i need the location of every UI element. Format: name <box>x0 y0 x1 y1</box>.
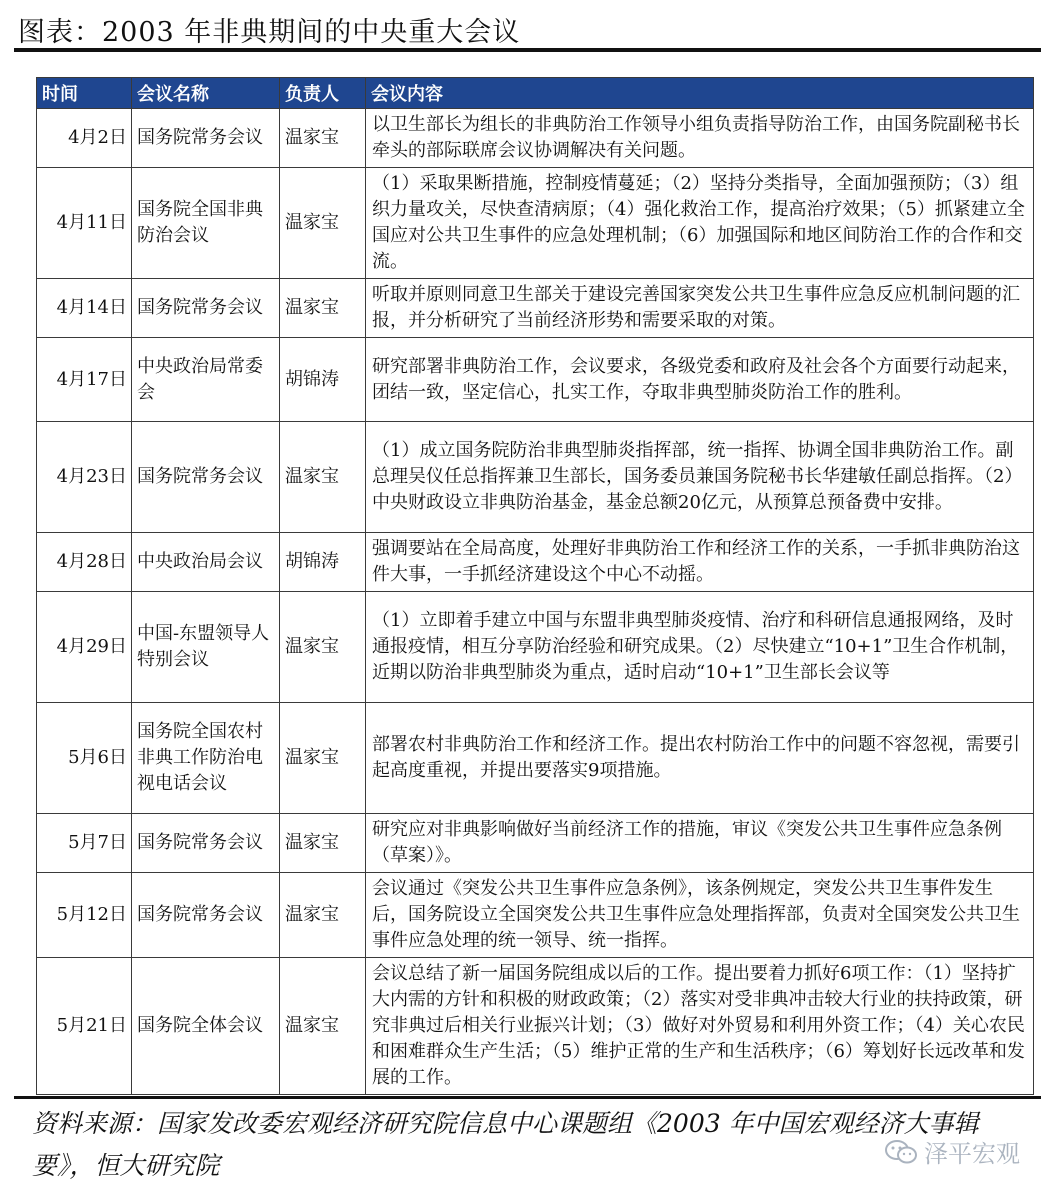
table-row <box>37 533 1034 592</box>
row-date: 5月6日 <box>37 703 132 814</box>
table-row <box>37 168 1034 279</box>
row-owner: 胡锦涛 <box>280 533 366 592</box>
row-owner: 温家宝 <box>280 703 366 814</box>
row-meeting-name: 国务院常务会议 <box>132 814 280 873</box>
table-row <box>37 279 1034 338</box>
table-row <box>37 958 1034 1095</box>
watermark <box>884 1134 1020 1169</box>
row-date: 5月21日 <box>37 958 132 1095</box>
row-owner: 温家宝 <box>280 109 366 168</box>
source-note: 资料来源：国家发改委宏观经济研究院信息中心课题组《2003 年中国宏观经济大事辑要》，恒大研究院 <box>32 1109 979 1180</box>
row-content: 强调要站在全局高度，处理好非典防治工作和经济工作的关系，一手抓非典防治这件大事，一手抓经济建设这个中心不动摇。 <box>366 533 1034 592</box>
header-time: 时间 <box>37 78 132 109</box>
header-meeting-name: 会议名称 <box>132 78 280 109</box>
row-date: 4月2日 <box>37 109 132 168</box>
table-row <box>37 422 1034 533</box>
row-content: （1）立即着手建立中国与东盟非典型肺炎疫情、治疗和科研信息通报网络，及时通报疫情，相互分享防治经验和研究成果。（2）尽快建立“10+1”卫生合作机制，近期以防治非典型肺炎为重点，适时启动“10+1”卫生部长会议等 <box>366 592 1034 703</box>
wechat-icon <box>884 1139 918 1165</box>
row-content: 研究应对非典影响做好当前经济工作的措施，审议《突发公共卫生事件应急条例（草案）》。 <box>366 814 1034 873</box>
table-row <box>37 592 1034 703</box>
row-date: 5月12日 <box>37 873 132 958</box>
table-row <box>37 703 1034 814</box>
meetings-table <box>36 77 1034 1095</box>
row-owner: 胡锦涛 <box>280 338 366 422</box>
row-owner: 温家宝 <box>280 958 366 1095</box>
row-meeting-name: 国务院常务会议 <box>132 109 280 168</box>
source-rule <box>14 1096 1041 1099</box>
header-owner: 负责人 <box>280 78 366 109</box>
table-row <box>37 814 1034 873</box>
row-meeting-name: 国务院常务会议 <box>132 279 280 338</box>
row-owner: 温家宝 <box>280 873 366 958</box>
row-meeting-name: 国务院全体会议 <box>132 958 280 1095</box>
row-meeting-name: 国务院常务会议 <box>132 422 280 533</box>
row-meeting-name: 中央政治局常委会 <box>132 338 280 422</box>
row-date: 4月29日 <box>37 592 132 703</box>
table-row <box>37 338 1034 422</box>
row-owner: 温家宝 <box>280 814 366 873</box>
row-date: 4月14日 <box>37 279 132 338</box>
row-owner: 温家宝 <box>280 592 366 703</box>
row-content: 听取并原则同意卫生部关于建设完善国家突发公共卫生事件应急反应机制问题的汇报，并分析研究了当前经济形势和需要采取的对策。 <box>366 279 1034 338</box>
row-date: 4月17日 <box>37 338 132 422</box>
row-content: 会议通过《突发公共卫生事件应急条例》，该条例规定，突发公共卫生事件发生后，国务院设立全国突发公共卫生事件应急处理指挥部，负责对全国突发公共卫生事件应急处理的统一领导、统一指挥。 <box>366 873 1034 958</box>
row-owner: 温家宝 <box>280 279 366 338</box>
row-content: 会议总结了新一届国务院组成以后的工作。提出要着力抓好6项工作：（1）坚持扩大内需的方针和积极的财政政策；（2）落实对受非典冲击较大行业的扶持政策，研究非典过后相关行业振兴计划；（3）做好对外贸易和利用外资工作；（4）关心农民和困难群众生产生活；（5）维护正常的生产和生活秩序；（6）筹划好长远改革和发展的工作。 <box>366 958 1034 1095</box>
table-row <box>37 873 1034 958</box>
header-content: 会议内容 <box>366 78 1034 109</box>
row-content: 研究部署非典防治工作，会议要求，各级党委和政府及社会各个方面要行动起来，团结一致，坚定信心，扎实工作，夺取非典型肺炎防治工作的胜利。 <box>366 338 1034 422</box>
row-owner: 温家宝 <box>280 422 366 533</box>
title-rule <box>14 48 1041 52</box>
row-meeting-name: 中国-东盟领导人特别会议 <box>132 592 280 703</box>
watermark-text: 泽平宏观 <box>924 1140 1020 1168</box>
row-date: 4月28日 <box>37 533 132 592</box>
row-content: 以卫生部长为组长的非典防治工作领导小组负责指导防治工作，由国务院副秘书长牵头的部际联席会议协调解决有关问题。 <box>366 109 1034 168</box>
row-meeting-name: 国务院常务会议 <box>132 873 280 958</box>
row-content: 部署农村非典防治工作和经济工作。提出农村防治工作中的问题不容忽视，需要引起高度重视，并提出要落实9项措施。 <box>366 703 1034 814</box>
row-meeting-name: 国务院全国农村非典工作防治电视电话会议 <box>132 703 280 814</box>
row-date: 4月23日 <box>37 422 132 533</box>
table-header-row <box>37 78 1034 109</box>
row-content: （1）成立国务院防治非典型肺炎指挥部，统一指挥、协调全国非典防治工作。副总理吴仪任总指挥兼卫生部长，国务委员兼国务院秘书长华建敏任副总指挥。（2）中央财政设立非典防治基金，基金总额20亿元，从预算总预备费中安排。 <box>366 422 1034 533</box>
table-row <box>37 109 1034 168</box>
row-date: 5月7日 <box>37 814 132 873</box>
row-owner: 温家宝 <box>280 168 366 279</box>
row-date: 4月11日 <box>37 168 132 279</box>
row-content: （1）采取果断措施，控制疫情蔓延；（2）坚持分类指导，全面加强预防；（3）组织力量攻关，尽快查清病原；（4）强化救治工作，提高治疗效果；（5）抓紧建立全国应对公共卫生事件的应急处理机制；（6）加强国际和地区间防治工作的合作和交流。 <box>366 168 1034 279</box>
row-meeting-name: 国务院全国非典防治会议 <box>132 168 280 279</box>
row-meeting-name: 中央政治局会议 <box>132 533 280 592</box>
page-title: 图表：2003 年非典期间的中央重大会议 <box>18 17 521 48</box>
